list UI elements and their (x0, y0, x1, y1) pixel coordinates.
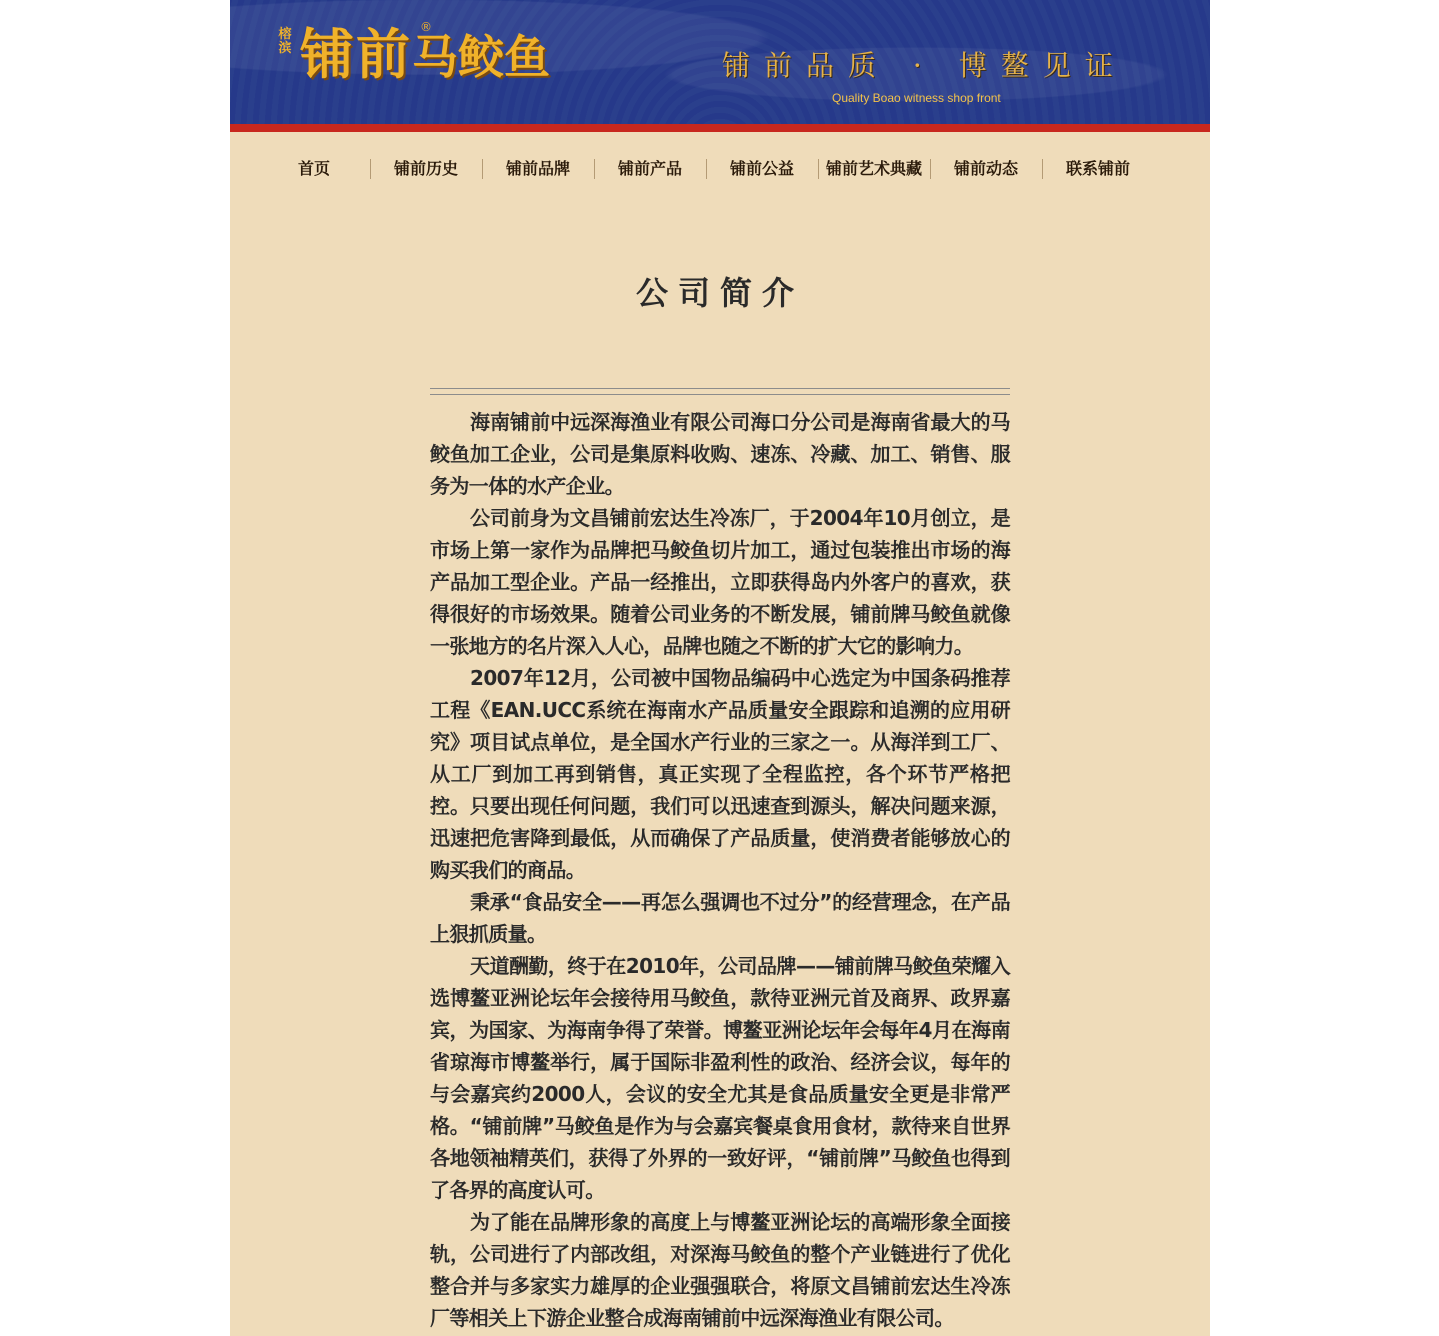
logo-seal: 榕滨 (278, 27, 292, 56)
header-divider (230, 124, 1210, 132)
nav-item-history[interactable]: 铺前历史 (370, 155, 482, 183)
slogan: 铺前品质 · 博鳌见证 (722, 49, 1127, 82)
page (230, 0, 1210, 1336)
nav-item-art-collection[interactable]: 铺前艺术典藏 (818, 155, 930, 183)
article-body (430, 406, 1010, 1334)
paragraph: 海南铺前中远深海渔业有限公司海口分公司是海南省最大的马鲛鱼加工企业，公司是集原料收购、速冻、冷藏、加工、销售、服务为一体的水产企业。 (430, 410, 1010, 498)
main-nav (258, 155, 1182, 183)
page-title: 公司简介 (635, 274, 804, 312)
nav-item-charity[interactable]: 铺前公益 (706, 155, 818, 183)
nav-item-products[interactable]: 铺前产品 (594, 155, 706, 183)
nav-item-brand[interactable]: 铺前品牌 (482, 155, 594, 183)
nav-item-news[interactable]: 铺前动态 (930, 155, 1042, 183)
paragraph: 秉承“食品安全——再怎么强调也不过分”的经营理念，在产品上狠抓质量。 (430, 890, 1010, 946)
header-banner (230, 0, 1210, 124)
slogan-english: Quality Boao witness shop front (832, 91, 1001, 105)
nav-item-contact[interactable]: 联系铺前 (1042, 155, 1154, 183)
paragraph: 2007年12月，公司被中国物品编码中心选定为中国条码推荐工程《EAN.UCC系统在海南水产品质量安全跟踪和追溯的应用研究》项目试点单位，是全国水产行业的三家之一。从海洋到工厂、从工厂到加工再到销售，真正实现了全程监控，各个环节严格把控。只要出现任何问题，我们可以迅速查到源头，解决问题来源，迅速把危害降到最低，从而确保了产品质量，使消费者能够放心的购买我们的商品。 (430, 666, 1010, 882)
logo-sub-text: 马鲛鱼 (412, 30, 550, 84)
logo-main-text: 铺前 (300, 22, 412, 86)
paragraph: 为了能在品牌形象的高度上与博鳌亚洲论坛的高端形象全面接轨，公司进行了内部改组，对深海马鲛鱼的整个产业链进行了优化整合并与多家实力雄厚的企业强强联合，将原文昌铺前宏达生冷冻厂等相关上下游企业整合成海南铺前中远深海渔业有限公司。 (430, 1210, 1010, 1330)
paragraph: 天道酬勤，终于在2010年，公司品牌——铺前牌马鲛鱼荣耀入选博鳌亚洲论坛年会接待用马鲛鱼，款待亚洲元首及商界、政界嘉宾，为国家、为海南争得了荣誉。博鳌亚洲论坛年会每年4月在海南省琼海市博鳌举行，属于国际非盈利性的政治、经济会议，每年的与会嘉宾约2000人，会议的安全尤其是食品质量安全更是非常严格。“铺前牌”马鲛鱼是作为与会嘉宾餐桌食用食材，款待来自世界各地领袖精英们，获得了外界的一致好评，“铺前牌”马鲛鱼也得到了各界的高度认可。 (430, 954, 1010, 1202)
nav-item-home[interactable]: 首页 (297, 159, 330, 178)
title-divider-bottom (430, 394, 1010, 395)
registered-mark: ® (420, 20, 432, 34)
paragraph: 公司前身为文昌铺前宏达生冷冻厂，于2004年10月创立，是市场上第一家作为品牌把马鲛鱼切片加工，通过包装推出市场的海产品加工型企业。产品一经推出，立即获得岛内外客户的喜欢，获得很好的市场效果。随着公司业务的不断发展，铺前牌马鲛鱼就像一张地方的名片深入人心，品牌也随之不断的扩大它的影响力。 (430, 506, 1010, 658)
title-divider-top (430, 388, 1010, 389)
